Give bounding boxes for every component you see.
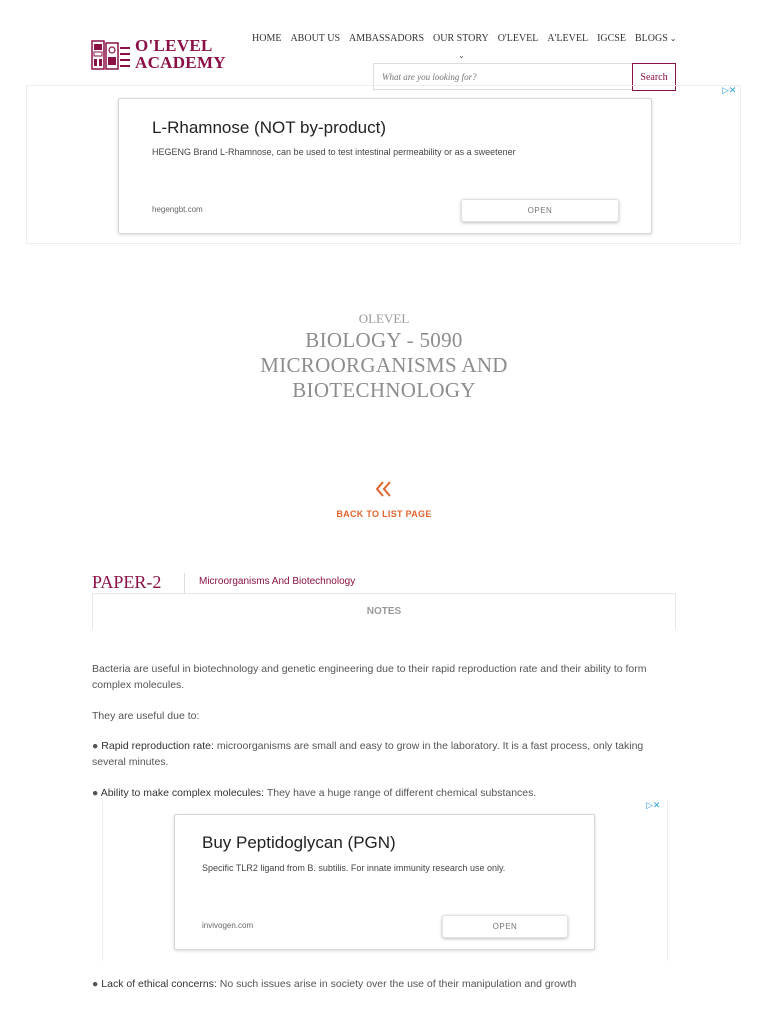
ad-choices-icon[interactable]: ▷✕ — [722, 85, 737, 95]
page-title-line3: BIOTECHNOLOGY — [292, 378, 476, 402]
ad-open-button[interactable]: OPEN — [442, 915, 568, 938]
chevron-down-icon: ⌄ — [669, 34, 677, 43]
nav-about-us[interactable]: ABOUT US — [290, 33, 340, 44]
ad-card-top[interactable] — [118, 98, 652, 234]
bullet-rapid-reproduction: ● Rapid reproduction rate: microorganisms are small and easy to grow in the laboratory. It is a fast process, only taking several minutes. — [92, 740, 644, 768]
paragraph-useful: They are useful due to: — [92, 710, 200, 722]
ad-card-inline[interactable] — [174, 814, 595, 950]
ad-choices-icon[interactable]: ▷✕ — [646, 800, 661, 810]
ad-description: Specific TLR2 ligand from B. subtilis. For innate immunity research use only. — [202, 863, 506, 873]
nav-blogs[interactable] — [635, 33, 677, 47]
notes-tab[interactable]: NOTES — [92, 593, 676, 629]
site-logo[interactable] — [91, 38, 226, 72]
logo-text-line2: ACADEMY — [135, 53, 226, 72]
paper-label: PAPER-2 — [92, 572, 162, 592]
ad-description: HEGENG Brand L-Rhamnose, can be used to test intestinal permeability or as a sweetener — [152, 147, 516, 157]
page-title-line1: BIOLOGY - 5090 — [305, 328, 463, 352]
search-button[interactable]: Search — [632, 63, 676, 91]
page-kicker: OLEVEL — [358, 311, 410, 326]
topic-label: Microorganisms And Biotechnology — [199, 576, 356, 587]
nav-ambassadors[interactable]: AMBASSADORS — [349, 33, 425, 44]
ad-title[interactable]: Buy Peptidoglycan (PGN) — [202, 833, 396, 852]
ad-title[interactable]: L-Rhamnose (NOT by-product) — [152, 118, 386, 137]
academy-logo-icon — [91, 40, 133, 70]
chevron-down-icon[interactable]: ⌄ — [458, 51, 465, 60]
bullet-title: Rapid reproduction rate: — [101, 740, 214, 752]
bullet-text: No such issues arise in society over the use of their manipulation and growth — [216, 978, 577, 990]
ad-open-button[interactable]: OPEN — [461, 199, 619, 222]
logo-text-line1: O'LEVEL — [135, 36, 213, 55]
page-title — [0, 328, 768, 403]
back-to-list-link[interactable]: BACK TO LIST PAGE — [336, 509, 432, 519]
bullet-complex-molecules: ● Ability to make complex molecules: They have a huge range of different chemical substances. — [92, 787, 537, 799]
ad-domain: invivogen.com — [202, 921, 254, 930]
bullet-title: Ability to make complex molecules: — [100, 787, 265, 799]
paragraph-intro: Bacteria are useful in biotechnology and genetic engineering due to their rapid reproduction rate and their ability to form complex molecules. — [92, 663, 647, 691]
main-nav — [252, 33, 685, 47]
divider — [184, 573, 185, 593]
nav-alevel[interactable]: A'LEVEL — [547, 33, 589, 44]
ad-domain: hegengbt.com — [152, 205, 203, 214]
bullet-ethical-concerns: ● Lack of ethical concerns: No such issues arise in society over the use of their manipulation and growth — [92, 978, 577, 990]
nav-igcse[interactable]: IGCSE — [597, 33, 626, 44]
bullet-text: microorganisms are small and easy to grow in the laboratory. It is a fast process, only taking several minutes. — [92, 740, 644, 768]
nav-home[interactable]: HOME — [252, 33, 282, 44]
double-chevron-left-icon[interactable] — [370, 478, 398, 500]
bullet-text: They have a huge range of different chemical substances. — [264, 787, 537, 799]
nav-olevel[interactable]: O'LEVEL — [497, 33, 539, 44]
page-title-line2: MICROORGANISMS AND — [260, 353, 508, 377]
nav-blogs-label: BLOGS — [634, 33, 668, 44]
nav-our-story[interactable]: OUR STORY — [433, 33, 489, 44]
bullet-title: Lack of ethical concerns: — [101, 978, 217, 990]
